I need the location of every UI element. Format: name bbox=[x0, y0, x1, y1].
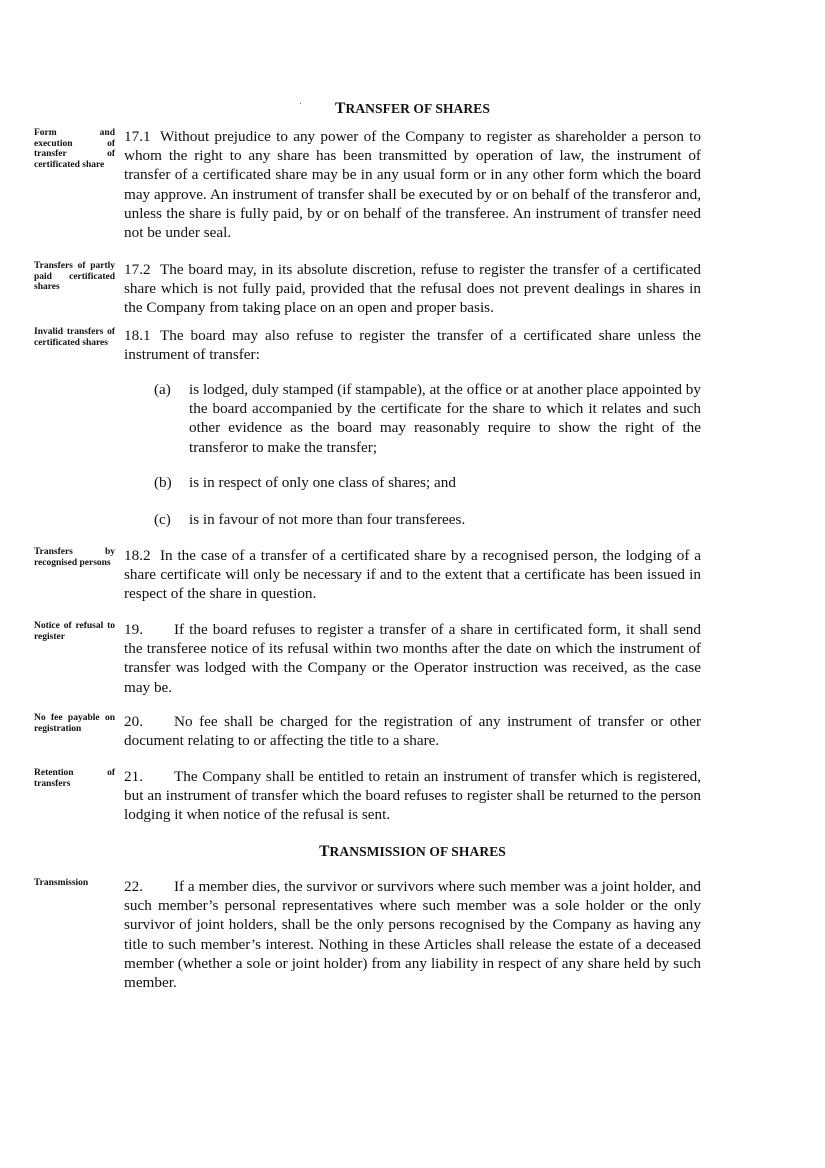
margin-note: Invalid transfers of certificated shares bbox=[34, 327, 115, 348]
list-item-c bbox=[154, 510, 701, 529]
clause-text: 22. If a member dies, the survivor or survivors where such member was a joint holder, and such member’s personal representatives where such member was a sole holder or the only survivor of joint holders, shall be the only persons recognised by the Company as having any title to such member’s interest. Nothing in these Articles shall release the estate of a deceased member (whether a sole or joint holder) from any liability in respect of any share held by such member. bbox=[124, 878, 702, 992]
clause-text: 18.2 In the case of a transfer of a certificated share by a recognised person, the lodging of a share certificate will only be necessary if and to the extent that a certificate has been issued in respect of the share in question. bbox=[124, 547, 701, 603]
clause-21 bbox=[34, 767, 701, 825]
clause-17-2 bbox=[34, 260, 701, 318]
clause-number: 20. bbox=[124, 713, 143, 730]
section-heading-transfer: TRANSFER OF SHARES bbox=[335, 100, 490, 117]
margin-note: Form and execution of transfer of certificated share bbox=[34, 128, 115, 170]
list-text: is in respect of only one class of shares; and bbox=[189, 474, 456, 491]
margin-note: Transmission bbox=[34, 878, 89, 888]
clause-22 bbox=[34, 877, 701, 992]
clause-20 bbox=[34, 712, 701, 750]
clause-number: 17.2 bbox=[124, 261, 151, 278]
clause-text: 19. If the board refuses to register a transfer of a share in certificated form, it shall send the transferee notice of its refusal within two months after the date on which the instrument of transfer was lodged with the Company or the Operator instruction was received, as the case may be. bbox=[124, 621, 701, 696]
clause-text: 21. The Company shall be entitled to retain an instrument of transfer which is registered, but an instrument of transfer which the board refuses to register shall be returned to the person lodging it when notice of the refusal is sent. bbox=[124, 768, 701, 824]
clause-number: 17.1 bbox=[124, 128, 151, 145]
clause-text: 20. No fee shall be charged for the registration of any instrument of transfer or other document relating to or affecting the title to a share. bbox=[124, 713, 701, 750]
clause-18-1 bbox=[34, 326, 701, 364]
margin-note: Retention of transfers bbox=[34, 768, 115, 789]
clause-19 bbox=[34, 620, 701, 697]
margin-note: Transfers by recognised persons bbox=[34, 547, 115, 568]
clause-text: 18.1 The board may also refuse to register the transfer of a certificated share unless the instrument of transfer: bbox=[124, 327, 701, 364]
clause-17-1 bbox=[34, 127, 701, 242]
clause-text: 17.2 The board may, in its absolute discretion, refuse to register the transfer of a certificated share which is not fully paid, provided that the refusal does not prevent dealings in shares in the Company from taking place on an open and proper basis. bbox=[124, 261, 701, 317]
clause-number: 22. bbox=[124, 878, 143, 895]
clause-number: 19. bbox=[124, 621, 143, 638]
clause-number: 18.2 bbox=[124, 547, 151, 564]
clause-number: 18.1 bbox=[124, 327, 151, 344]
list-label: (c) bbox=[154, 511, 171, 528]
list-text: is in favour of not more than four transferees. bbox=[189, 511, 466, 528]
list-label: (b) bbox=[154, 474, 172, 491]
margin-note: Notice of refusal to register bbox=[34, 621, 115, 642]
clause-number: 21. bbox=[124, 768, 143, 785]
list-item-a bbox=[154, 380, 701, 457]
list-item-b bbox=[154, 473, 701, 492]
section-heading-transmission: TRANSMISSION OF SHARES bbox=[319, 843, 506, 860]
clause-text: 17.1 Without prejudice to any power of the Company to register as shareholder a person to whom the right to any share has been transmitted by operation of law, the instrument of transfer of a certificated share may be in any usual form or in any other form which the board may approve. An instrument of transfer shall be executed by or on behalf of the transferor and, unless the share is fully paid, by or on behalf of the transferee. An instrument of transfer need not be under seal. bbox=[124, 128, 701, 242]
margin-note: No fee payable on registration bbox=[34, 713, 115, 734]
margin-note: Transfers of partly paid certificated shares bbox=[34, 261, 115, 292]
list-text: is lodged, duly stamped (if stampable), at the office or at another place appointed by the board accompanied by the certificate for the share to which it relates and such other evidence as the board may reasonably require to show the right of the transferor to make the transfer; bbox=[189, 381, 701, 456]
list-label: (a) bbox=[154, 381, 171, 398]
clause-18-2 bbox=[34, 546, 701, 604]
